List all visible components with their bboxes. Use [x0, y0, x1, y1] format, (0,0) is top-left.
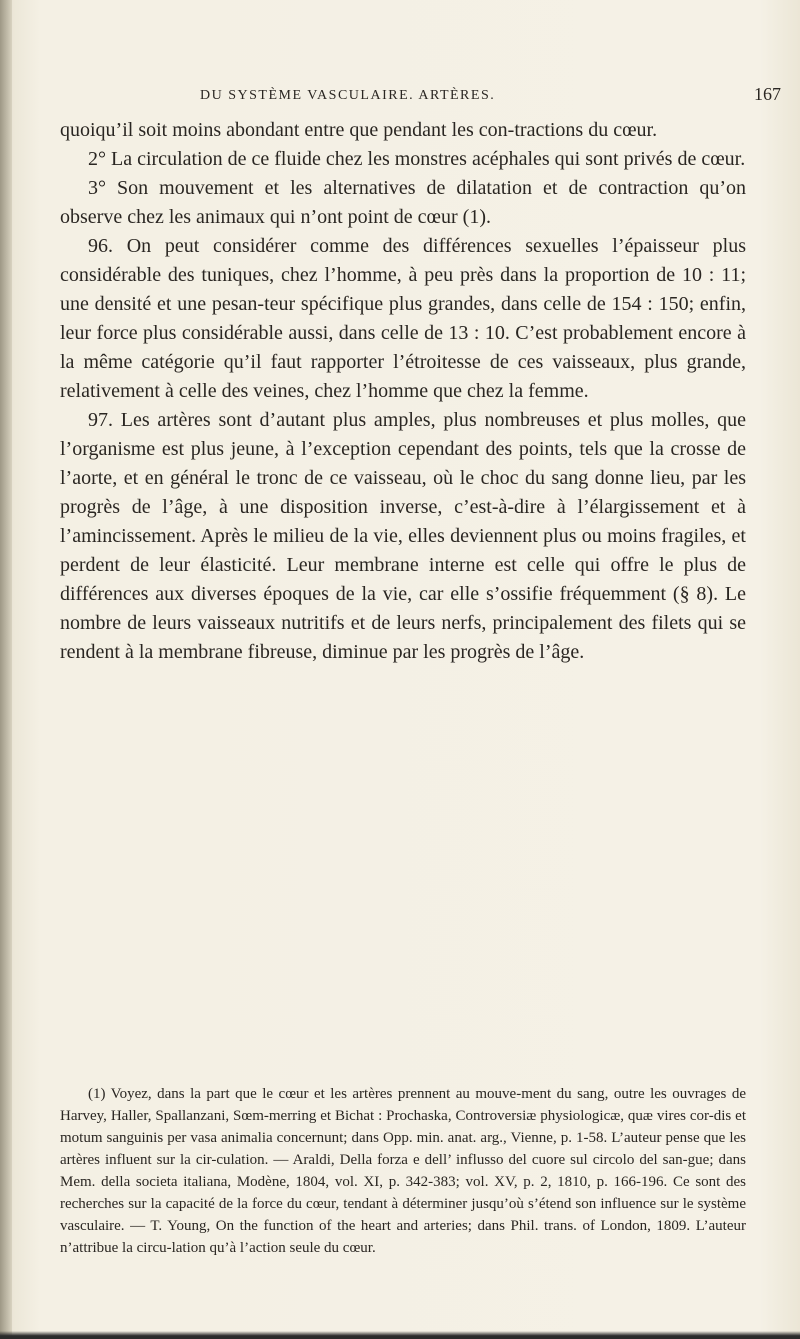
paragraph-item-3: 3° Son mouvement et les alternatives de dilatation et de contraction qu’on observe chez les animaux qui n’ont point de cœur (1).: [60, 177, 746, 228]
paragraph-continuation: quoiqu’il soit moins abondant entre que pendant les con-tractions du cœur.: [60, 119, 658, 141]
paragraph-item-2: 2° La circulation de ce fluide chez les monstres acéphales qui sont privés de cœur.: [88, 148, 746, 170]
paragraph-96: 96. On peut considérer comme des différences sexuelles l’épaisseur plus considérable des tuniques, chez l’homme, à peu près dans la proportion de 10 : 11; une densité et une pesan-teur spécifique plus grandes, dans celle de 154 : 150; enfin, leur force plus considérable aussi, dans celle de 13 : 10. C’est probablement encore à la même catégorie qu’il faut rapporter l’étroitesse de ces vaisseaux, plus grande, relativement à celle des veines, chez l’homme que chez la femme.: [60, 235, 746, 402]
footnote-1: (1) Voyez, dans la part que le cœur et les artères prennent au mouve-ment du sang, outre les ouvrages de Harvey, Haller, Spallanzani, Sœm-merring et Bichat : Prochaska, Controversiæ physiologicæ, quæ vires cor-dis et motum sanguinis per vasa animalia concernunt; dans Opp. min. anat. arg., Vienne, p. 1-58. L’auteur pense que les artères influent sur la cir-culation. — Araldi, Della forza e dell’ influsso del cuore sul circolo del san-gue; dans Mem. della societa italiana, Modène, 1804, vol. XI, p. 342-383; vol. XV, p. 2, 1810, p. 166-196. Ce sont des recherches sur la capacité de la force du cœur, tendant à déterminer jusqu’où s’étend son influence sur le système vasculaire. — T. Young, On the function of the heart and arteries; dans Phil. trans. of London, 1809. L’auteur n’attribue la circu-lation qu’à l’action seule du cœur.: [60, 1086, 746, 1256]
footnote-block: [60, 1083, 746, 1259]
page-number: 167: [754, 84, 781, 104]
paragraph-97: 97. Les artères sont d’autant plus amples, plus nombreuses et plus molles, que l’organisme est plus jeune, à l’exception cependant des points, tels que la crosse de l’aorte, et en général le tronc de ce vaisseau, où le choc du sang donne lieu, par les progrès de l’âge, à une disposition inverse, c’est-à-dire à l’élargissement et à l’amincissement. Après le milieu de la vie, elles deviennent plus ou moins fragiles, et perdent de leur élasticité. Leur membrane interne est celle qui offre le plus de différences aux diverses époques de la vie, car elle s’ossifie fréquemment (§ 8). Le nombre de leurs vaisseaux nutritifs et de leurs nerfs, principalement des filets qui se rendent à la membrane fibreuse, diminue par les progrès de l’âge.: [60, 409, 746, 663]
running-title: DU SYSTÈME VASCULAIRE. ARTÈRES.: [200, 88, 496, 103]
page-spine-shadow: [0, 0, 12, 1339]
scan-bottom-edge: [0, 1331, 800, 1339]
main-text: [60, 116, 746, 667]
